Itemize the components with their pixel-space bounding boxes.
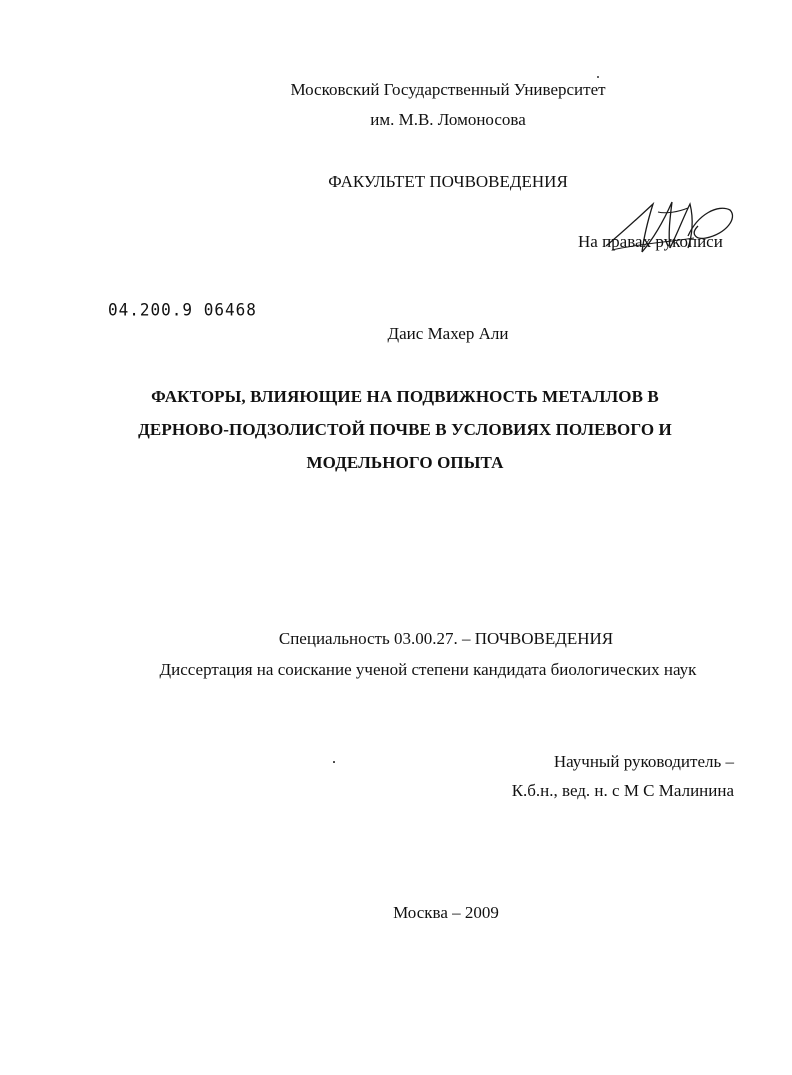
signature-icon xyxy=(598,196,738,264)
university-name: Московский Государственный Университет xyxy=(290,80,606,99)
supervisor-name: К.б.н., вед. н. с М С Малинина xyxy=(511,781,734,800)
thesis-title-line: ДЕРНОВО-ПОДЗОЛИСТОЙ ПОЧВЕ В УСЛОВИЯХ ПОЛЕВОГО И xyxy=(138,420,672,439)
dissertation-purpose: Диссертация на соискание ученой степени кандидата биологических наук xyxy=(159,660,697,679)
author-name: Даис Махер Али xyxy=(387,324,509,343)
thesis-title-line: ФАКТОРЫ, ВЛИЯЮЩИЕ НА ПОДВИЖНОСТЬ МЕТАЛЛОВ В xyxy=(151,387,659,406)
supervisor-label: Научный руководитель – xyxy=(553,752,734,771)
thesis-title-line: МОДЕЛЬНОГО ОПЫТА xyxy=(306,453,504,472)
registration-number-stamp: 04.200.9 06468 xyxy=(108,299,257,320)
scan-speck xyxy=(597,76,599,78)
manuscript-rights-note: На правах рукописи xyxy=(578,232,723,251)
specialty-code: Специальность 03.00.27. – ПОЧВОВЕДЕНИЯ xyxy=(278,629,614,648)
city-year: Москва – 2009 xyxy=(393,903,499,922)
faculty-name: ФАКУЛЬТЕТ ПОЧВОВЕДЕНИЯ xyxy=(328,172,568,191)
thesis-title xyxy=(100,380,710,479)
university-named-after: им. М.В. Ломоносова xyxy=(370,110,526,129)
scan-speck xyxy=(333,761,335,763)
